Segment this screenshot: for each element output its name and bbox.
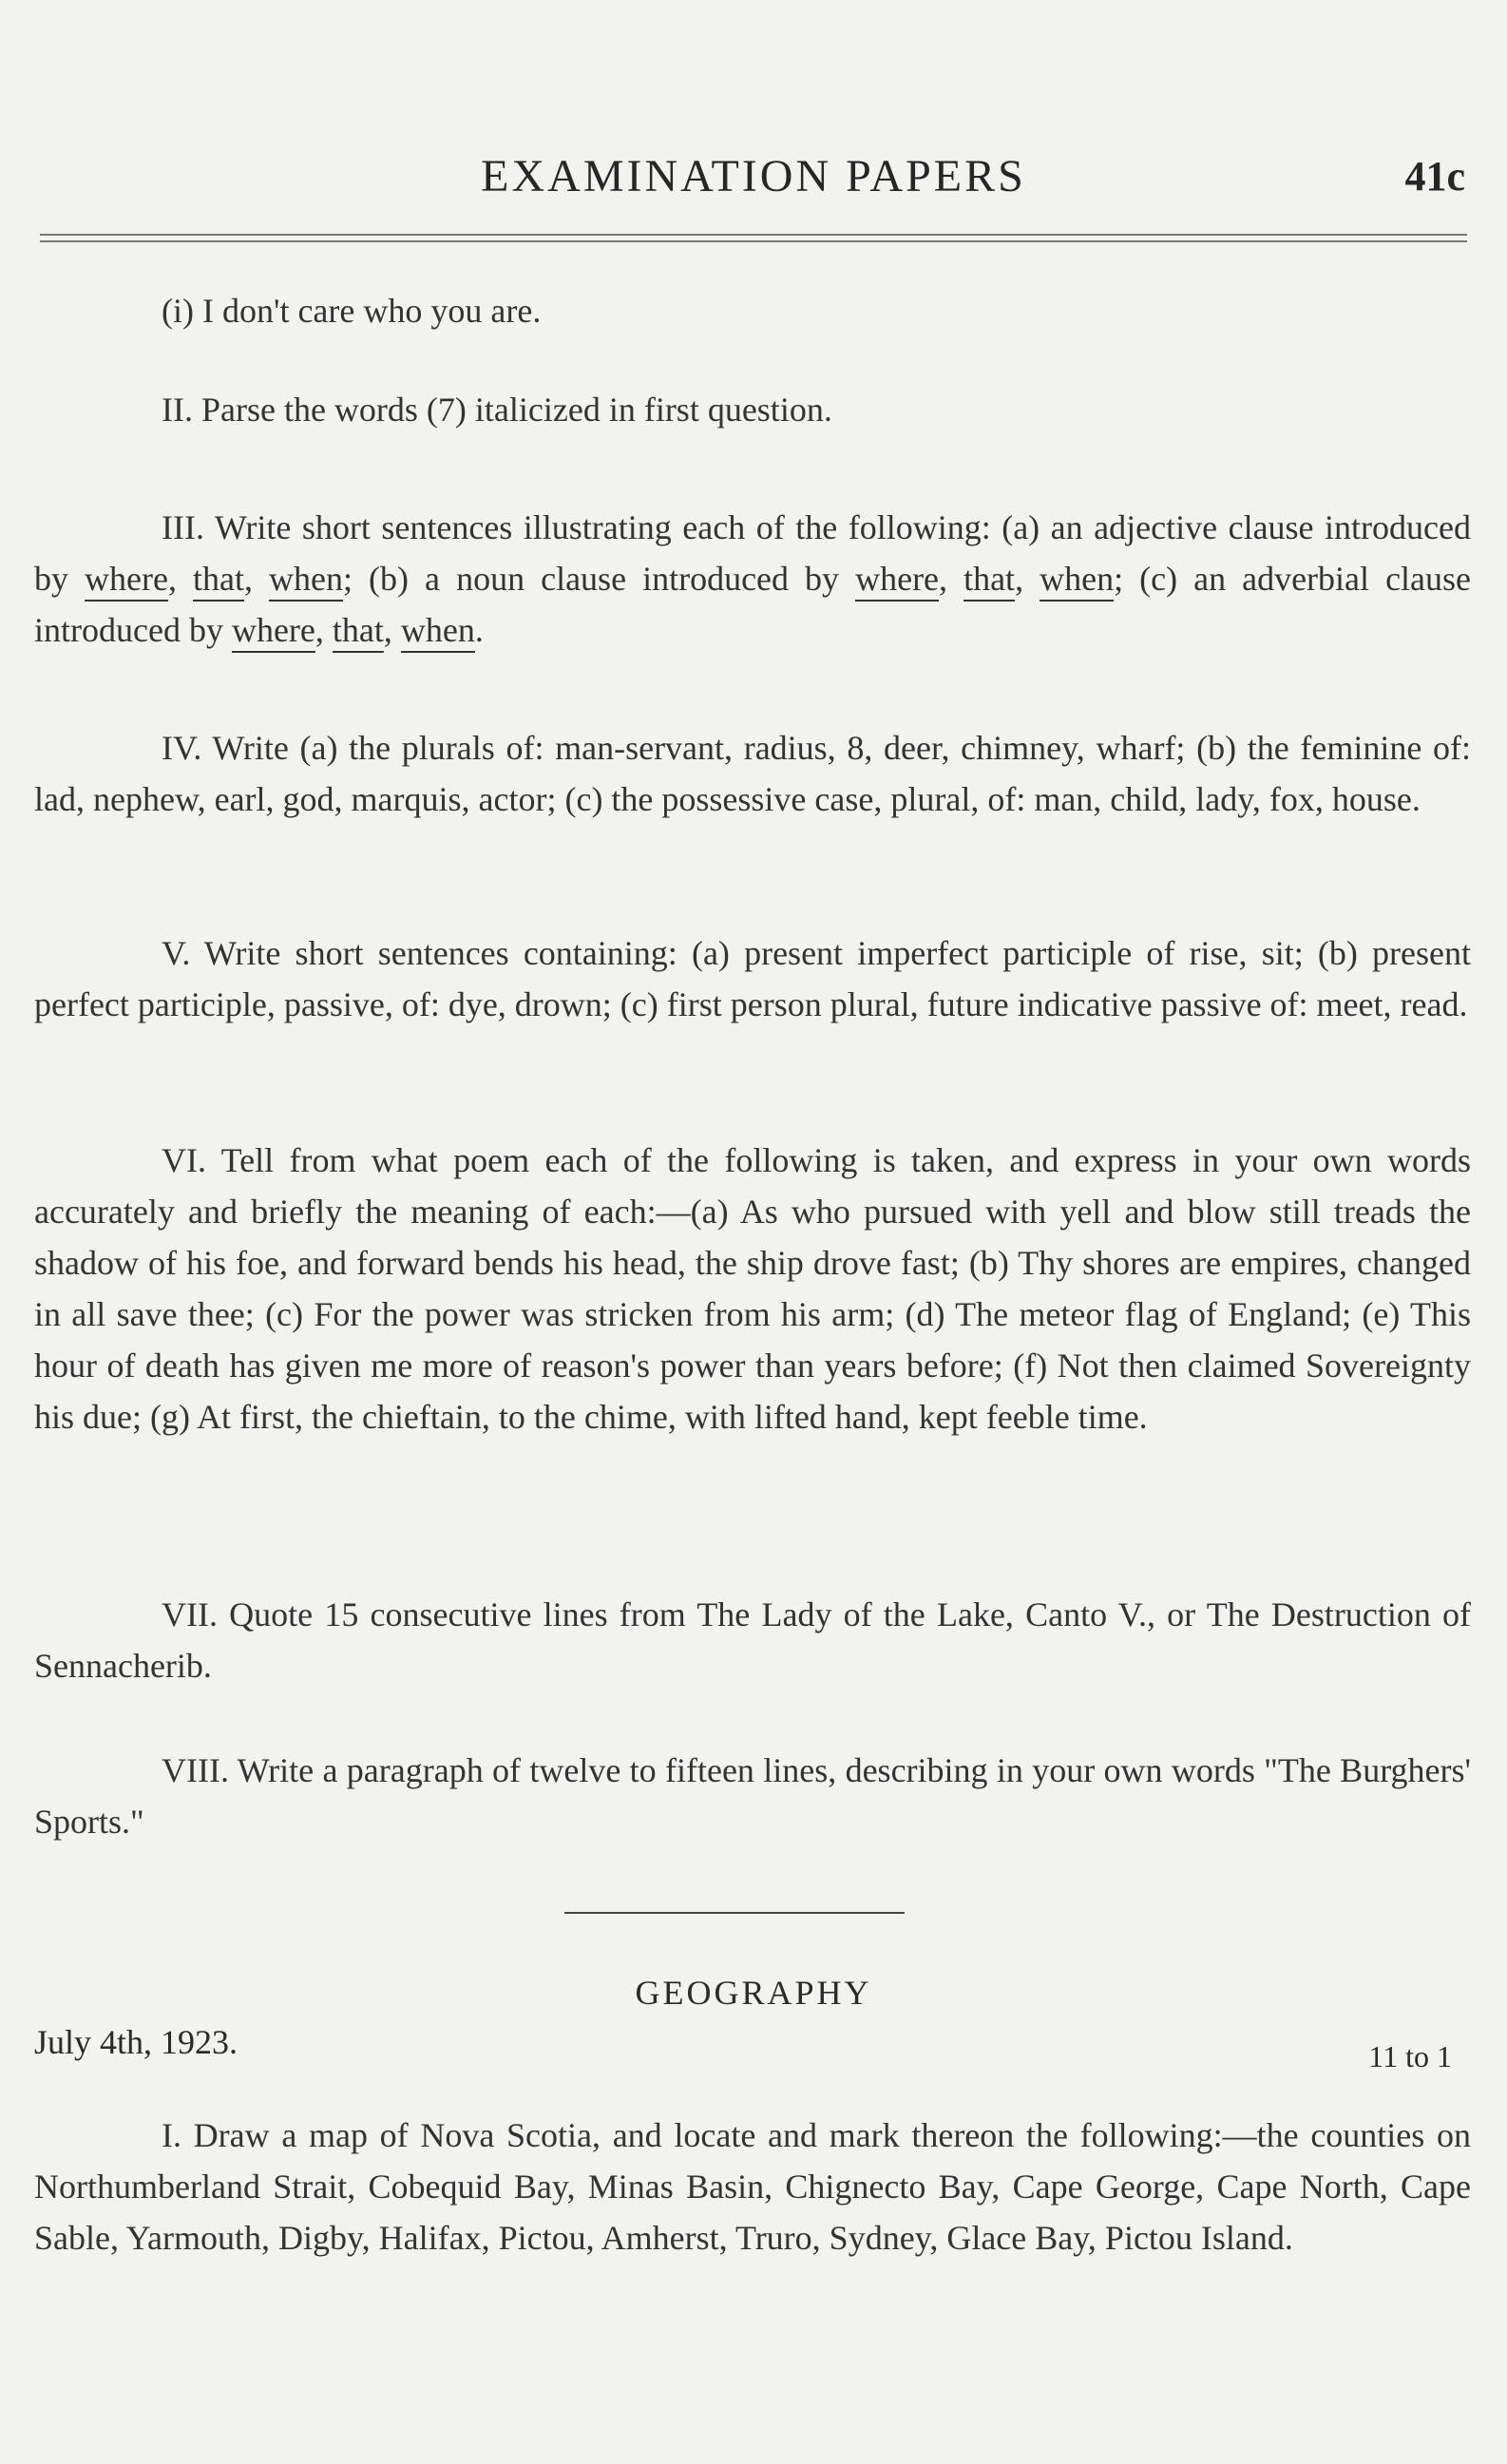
question-5: V. Write short sentences containing: (a) present imperfect participle of rise, sit; (b) present perfect participle, passive, of: dye, drown; (c) first person plural, future indicative passive of: meet, read. xyxy=(34,934,1471,1023)
question-7: VII. Quote 15 consecutive lines from The Lady of the Lake, Canto V., or The Destruction of Sennacherib. xyxy=(34,1595,1471,1685)
exam-date: July 4th, 1923. xyxy=(34,2023,238,2061)
section-divider xyxy=(564,1912,905,1914)
question-3: III. Write short sentences illustrating each of the following: (a) an adjective clause introduced by where, that, when; (b) a noun clause introduced by where, that, when; (c) an adverbial clause introduced by where, that, when. xyxy=(34,508,1472,649)
header-rule xyxy=(40,234,1467,247)
question-4: IV. Write (a) the plurals of: man-servant, radius, 8, deer, chimney, wharf; (b) the feminine of: lad, nephew, earl, god, marquis, actor; (c) the possessive case, plural, of: man, child, lady, fox, house. xyxy=(34,729,1471,818)
page-header-title: EXAMINATION PAPERS xyxy=(481,151,1026,201)
question-2: II. Parse the words (7) italicized in first question. xyxy=(162,391,832,429)
question-item-i: (i) I don't care who you are. xyxy=(162,292,542,330)
page-number: 41c xyxy=(1404,153,1465,200)
question-8: VIII. Write a paragraph of twelve to fifteen lines, describing in your own words "The Burghers' Sports." xyxy=(34,1751,1471,1841)
exam-time: 11 to 1 xyxy=(1368,2039,1452,2073)
geography-question-1: I. Draw a map of Nova Scotia, and locate and mark thereon the following:—the counties on Northumberland Strait, Cobequid Bay, Minas Basin, Chignecto Bay, Cape George, Cape North, Cape Sable, Yarmouth, Digby, Halifax, Pictou, Amherst, Truro, Sydney, Glace Bay, Pictou Island. xyxy=(34,2116,1471,2257)
question-6: VI. Tell from what poem each of the following is taken, and express in your own words accurately and briefly the meaning of each:—(a) As who pursued with yell and blow still treads the shadow of his foe, and forward bends his head, the ship drove fast; (b) Thy shores are empires, changed in all save thee; (c) For the power was stricken from his arm; (d) The meteor flag of England; (e) This hour of death has given me more of reason's power than years before; (f) Not then claimed Sovereignty his due; (g) At first, the chieftain, to the chime, with lifted hand, kept feeble time. xyxy=(34,1141,1471,1436)
section-title-geography: GEOGRAPHY xyxy=(635,1974,872,2012)
